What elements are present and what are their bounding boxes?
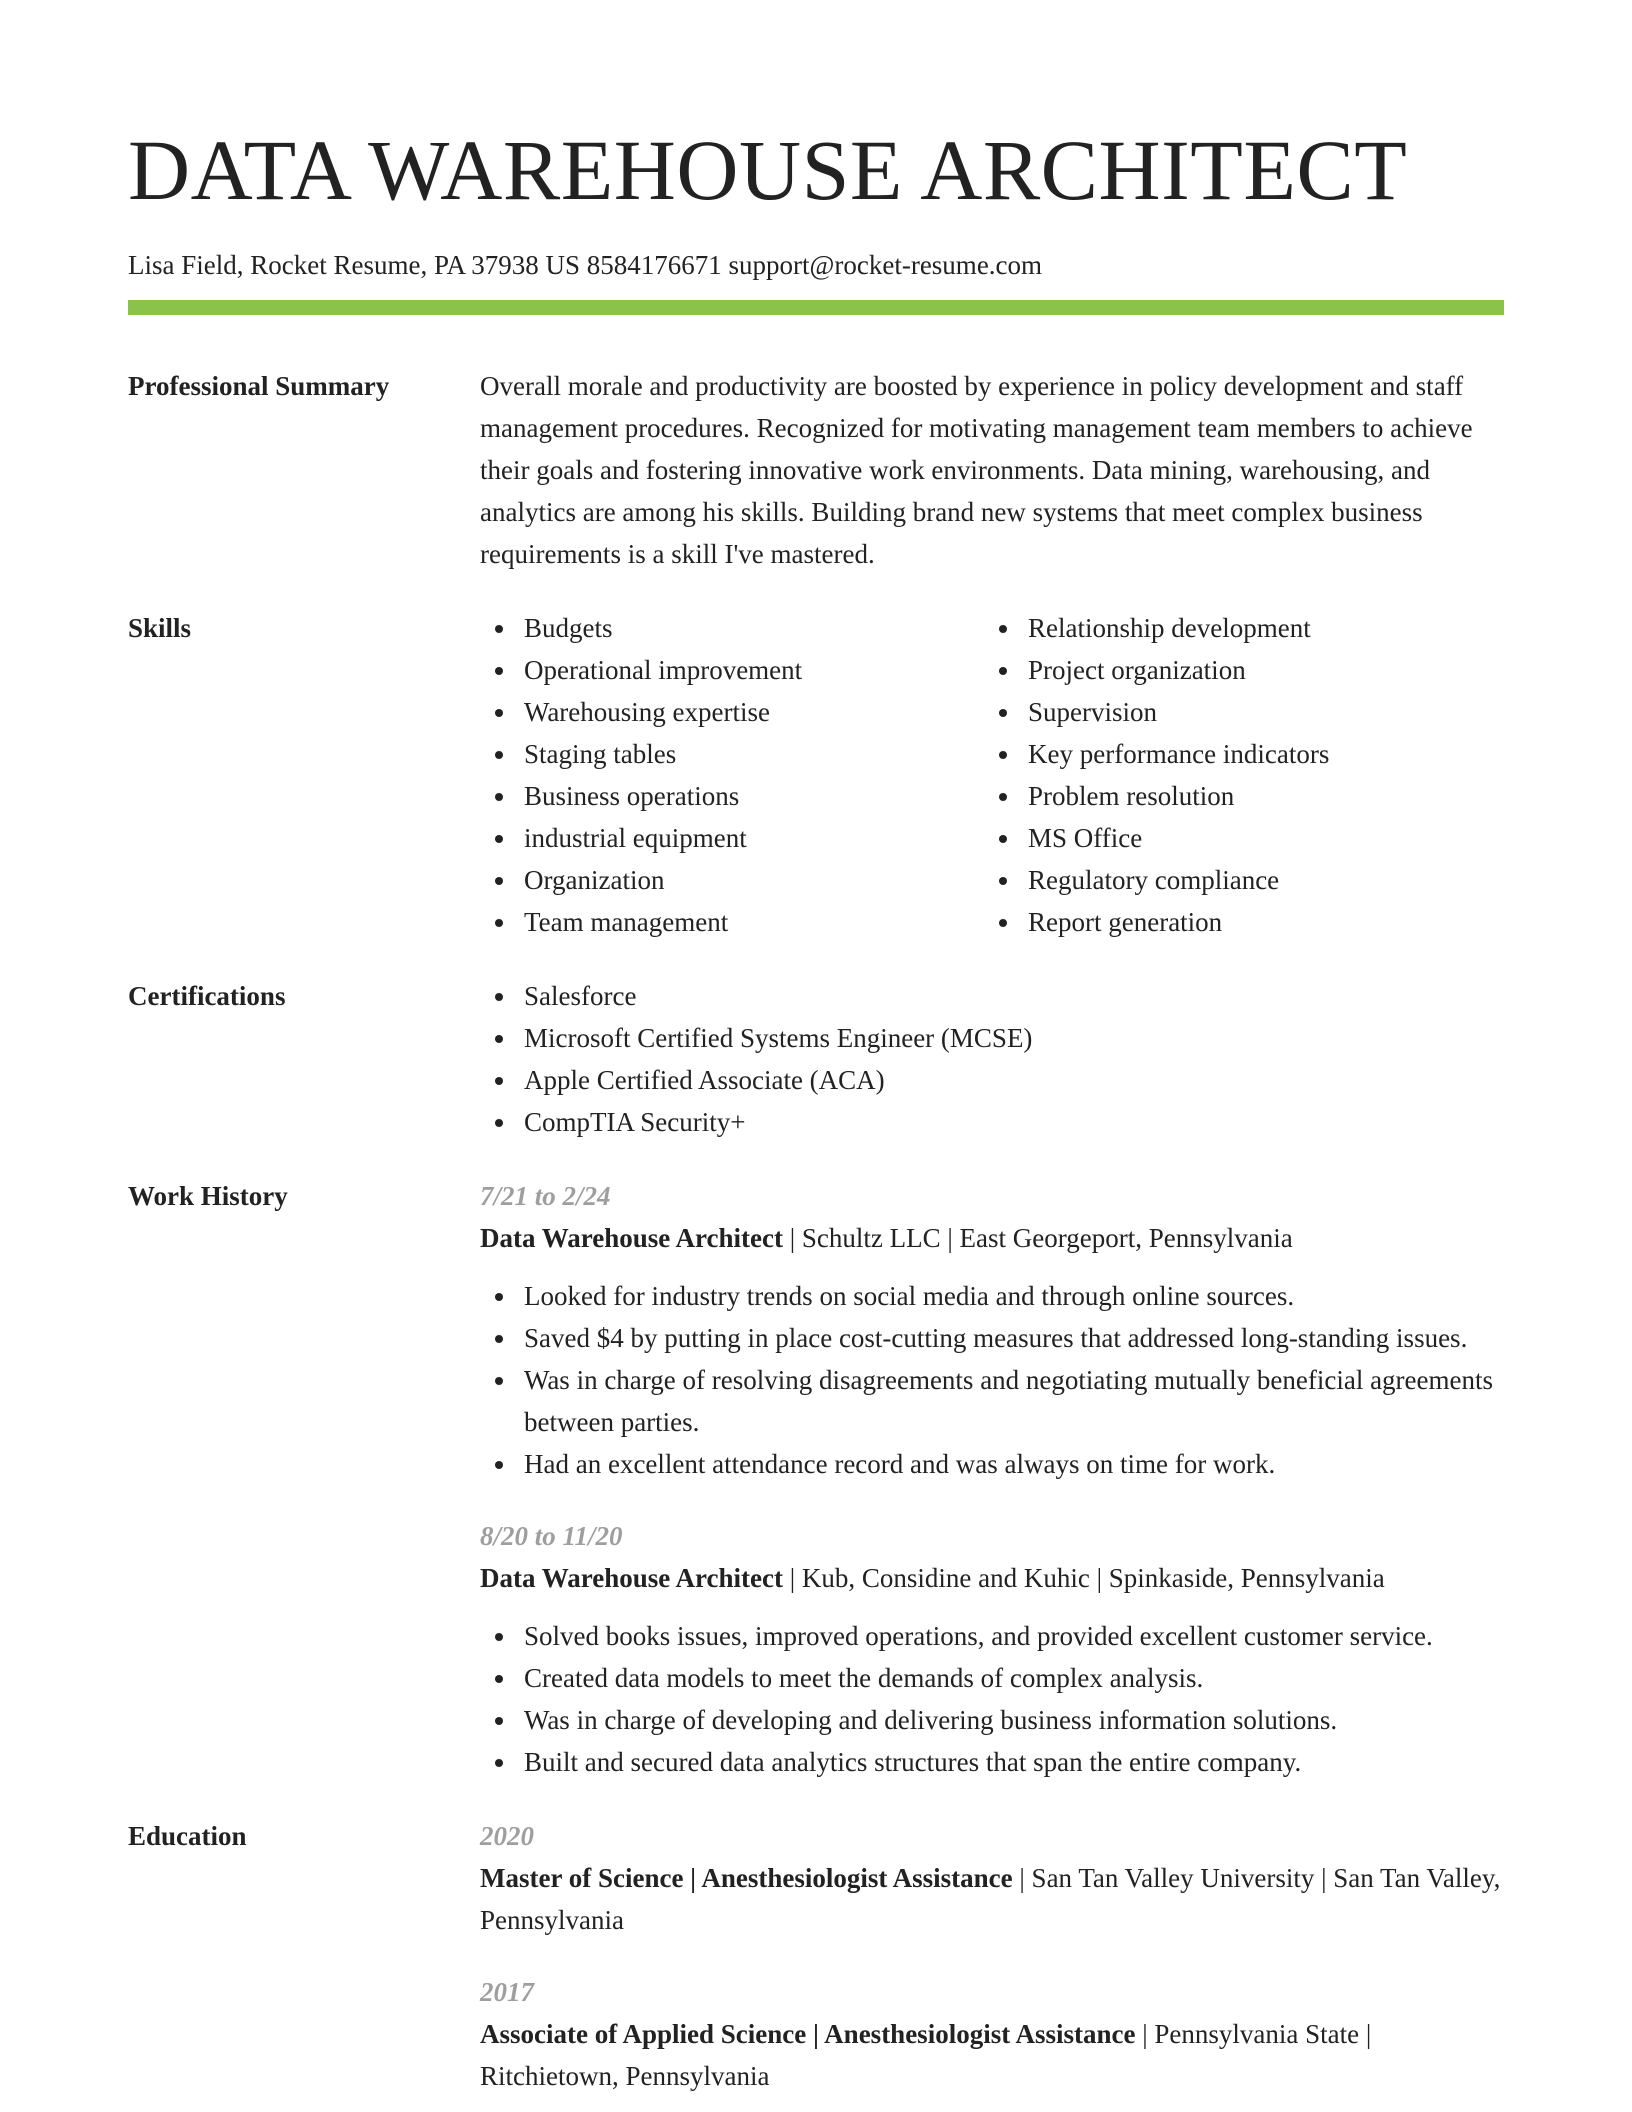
section-label-certifications: Certifications — [128, 981, 286, 1011]
skill-item: Project organization — [984, 649, 1504, 691]
work-entry-heading — [480, 1557, 1504, 1599]
skill-item: Report generation — [984, 901, 1504, 943]
skill-item: Staging tables — [480, 733, 984, 775]
work-bullet: Built and secured data analytics structures that span the entire company. — [480, 1741, 1504, 1783]
section-label-summary: Professional Summary — [128, 371, 390, 401]
work-entry-heading — [480, 1217, 1504, 1259]
summary-text: Overall morale and productivity are boosted by experience in policy development and staff management procedures. Recognized for motivating management team members to achieve their goals and fostering innovative work environments. Data mining, warehousing, and analytics are among his skills. Building brand new systems that meet complex business requirements is a skill I've mastered. — [480, 371, 1473, 569]
certification-item: Apple Certified Associate (ACA) — [480, 1059, 1504, 1101]
skill-item: MS Office — [984, 817, 1504, 859]
education-entry-date: 2017 — [480, 1977, 534, 2007]
skill-item: Team management — [480, 901, 984, 943]
work-entry — [480, 1515, 1504, 1783]
work-bullet: Was in charge of resolving disagreements and negotiating mutually beneficial agreements between parties. — [480, 1359, 1504, 1443]
education-section — [128, 1815, 1504, 2097]
education-entry-degree: Master of Science | Anesthesiologist Assistance — [480, 1863, 1013, 1893]
education-entry — [480, 1971, 1504, 2097]
skill-item: Warehousing expertise — [480, 691, 984, 733]
section-label-education: Education — [128, 1821, 247, 1851]
skill-item: Operational improvement — [480, 649, 984, 691]
education-entry-details: | San Tan Valley University | San Tan Valley, Pennsylvania — [480, 1863, 1501, 1935]
contact-line: Lisa Field, Rocket Resume, PA 37938 US 8584176671 support@rocket-resume.com — [128, 250, 1043, 280]
resume-title: DATA WAREHOUSE ARCHITECT — [128, 122, 1408, 218]
education-entry — [480, 1815, 1504, 1941]
skills-column-right — [984, 607, 1504, 943]
work-entry-role: Data Warehouse Architect — [480, 1223, 783, 1253]
work-bullet: Created data models to meet the demands of complex analysis. — [480, 1657, 1504, 1699]
education-entry-date: 2020 — [480, 1821, 534, 1851]
work-entry-details: | Kub, Considine and Kuhic | Spinkaside, Pennsylvania — [782, 1563, 1385, 1593]
skill-item: Regulatory compliance — [984, 859, 1504, 901]
certifications-list — [480, 975, 1504, 1143]
skill-item: Business operations — [480, 775, 984, 817]
skill-item: Budgets — [480, 607, 984, 649]
work-entry-bullets — [480, 1615, 1504, 1783]
work-bullet: Saved $4 by putting in place cost-cutting measures that addressed long-standing issues. — [480, 1317, 1504, 1359]
certification-item: Salesforce — [480, 975, 1504, 1017]
certifications-section — [128, 975, 1504, 1143]
work-bullet: Had an excellent attendance record and was always on time for work. — [480, 1443, 1504, 1485]
certification-item: CompTIA Security+ — [480, 1101, 1504, 1143]
education-entry-heading — [480, 1857, 1504, 1941]
skills-column-left — [480, 607, 984, 943]
work-bullet: Was in charge of developing and delivering business information solutions. — [480, 1699, 1504, 1741]
section-label-skills: Skills — [128, 613, 192, 643]
education-entry-degree: Associate of Applied Science | Anesthesiologist Assistance — [480, 2019, 1136, 2049]
skill-item: Key performance indicators — [984, 733, 1504, 775]
skills-grid — [480, 607, 1504, 943]
work-entry-role: Data Warehouse Architect — [480, 1563, 783, 1593]
skill-item: Problem resolution — [984, 775, 1504, 817]
education-entry-details: | Pennsylvania State | Ritchietown, Pennsylvania — [480, 2019, 1372, 2091]
education-entry-heading — [480, 2013, 1504, 2097]
skill-item: industrial equipment — [480, 817, 984, 859]
skill-item: Organization — [480, 859, 984, 901]
work-bullet: Solved books issues, improved operations, and provided excellent customer service. — [480, 1615, 1504, 1657]
work-entry — [480, 1175, 1504, 1485]
summary-section — [128, 365, 1504, 575]
skills-section — [128, 607, 1504, 943]
work-entry-date: 7/21 to 2/24 — [480, 1181, 611, 1211]
work-entry-date: 8/20 to 11/20 — [480, 1521, 623, 1551]
skill-item: Supervision — [984, 691, 1504, 733]
accent-divider — [128, 300, 1504, 315]
certification-item: Microsoft Certified Systems Engineer (MCSE) — [480, 1017, 1504, 1059]
work-entry-bullets — [480, 1275, 1504, 1485]
work-entry-details: | Schultz LLC | East Georgeport, Pennsylvania — [782, 1223, 1293, 1253]
section-label-work-history: Work History — [128, 1181, 288, 1211]
work-bullet: Looked for industry trends on social media and through online sources. — [480, 1275, 1504, 1317]
work-history-section — [128, 1175, 1504, 1783]
skill-item: Relationship development — [984, 607, 1504, 649]
